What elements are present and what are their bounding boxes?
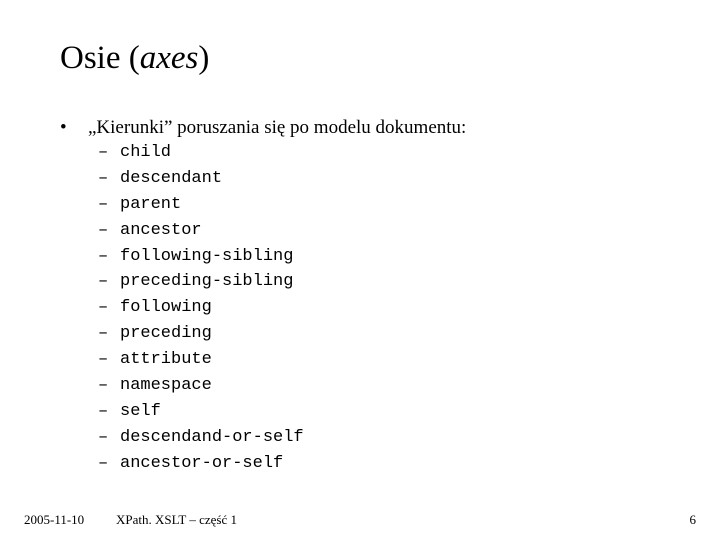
list-dash: – bbox=[98, 246, 109, 266]
list-dash: – bbox=[98, 401, 109, 421]
axis-name: following bbox=[120, 298, 212, 318]
list-item bbox=[98, 166, 304, 192]
bullet-marker: • bbox=[60, 117, 67, 138]
list-item bbox=[98, 373, 304, 399]
list-item bbox=[98, 140, 304, 166]
list-dash: – bbox=[98, 194, 109, 214]
list-item bbox=[98, 399, 304, 425]
list-dash: – bbox=[98, 453, 109, 473]
list-item bbox=[98, 425, 304, 451]
axis-name: ancestor bbox=[120, 220, 202, 240]
list-dash: – bbox=[98, 298, 109, 318]
axis-name: self bbox=[120, 401, 161, 421]
list-dash: – bbox=[98, 376, 109, 396]
list-dash: – bbox=[98, 168, 109, 188]
list-dash: – bbox=[98, 272, 109, 292]
bullet-point bbox=[60, 116, 466, 140]
axis-name: following-sibling bbox=[120, 246, 294, 266]
axis-name: namespace bbox=[120, 376, 212, 396]
list-item bbox=[98, 192, 304, 218]
axis-name: parent bbox=[120, 194, 182, 214]
list-item bbox=[98, 451, 304, 477]
list-item bbox=[98, 218, 304, 244]
list-dash: – bbox=[98, 143, 109, 162]
list-dash: – bbox=[98, 324, 109, 344]
list-dash: – bbox=[98, 350, 109, 370]
title-italic-text: axes bbox=[139, 40, 199, 76]
slide-title bbox=[60, 38, 209, 78]
list-dash: – bbox=[98, 427, 109, 447]
footer-date: 2005-11-10 bbox=[24, 512, 85, 527]
axes-list bbox=[98, 140, 304, 477]
bullet-text: „Kierunki” poruszania się po modelu dokumentu: bbox=[88, 117, 467, 138]
page-number: 6 bbox=[689, 512, 696, 527]
list-item bbox=[98, 321, 304, 347]
axis-name: preceding-sibling bbox=[120, 272, 294, 292]
axis-name: descendant bbox=[120, 168, 223, 188]
axis-name: descendand-or-self bbox=[120, 427, 304, 447]
title-close-paren: ) bbox=[198, 40, 210, 76]
axis-name: child bbox=[120, 143, 172, 162]
list-item bbox=[98, 295, 304, 321]
axis-name: attribute bbox=[120, 350, 212, 370]
list-item bbox=[98, 347, 304, 373]
title-text: Osie ( bbox=[60, 40, 140, 76]
list-item bbox=[98, 269, 304, 295]
axis-name: preceding bbox=[120, 324, 212, 344]
list-item bbox=[98, 244, 304, 270]
axis-name: ancestor-or-self bbox=[120, 453, 284, 473]
list-dash: – bbox=[98, 220, 109, 240]
footer-title: XPath. XSLT – część 1 bbox=[116, 512, 237, 527]
